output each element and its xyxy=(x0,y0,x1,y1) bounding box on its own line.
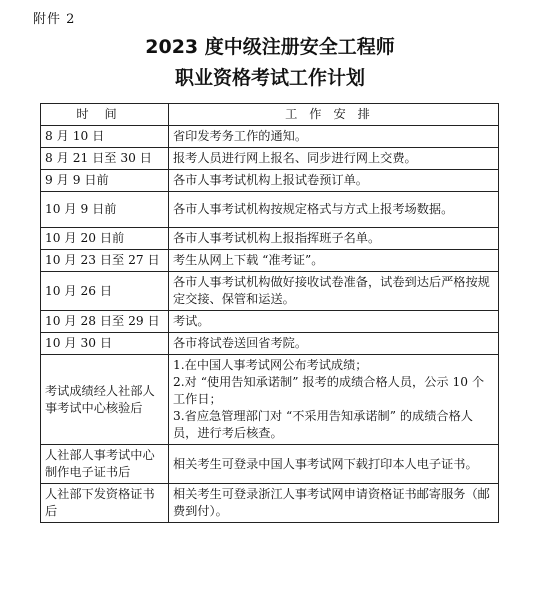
table-row xyxy=(41,192,499,228)
task-cell: 相关考生可登录浙江人事考试网申请资格证书邮寄服务（邮费到付）。 xyxy=(169,484,499,523)
header-task: 工作安排 xyxy=(169,104,499,126)
task-cell xyxy=(169,355,499,445)
table-row xyxy=(41,445,499,484)
schedule-table xyxy=(40,103,499,523)
task-cell: 考生从网上下载 “准考证”。 xyxy=(169,250,499,272)
table-row xyxy=(41,272,499,311)
table-row xyxy=(41,170,499,192)
table-row xyxy=(41,333,499,355)
time-cell: 人社部人事考试中心制作电子证书后 xyxy=(41,445,169,484)
task-cell: 报考人员进行网上报名、同步进行网上交费。 xyxy=(169,148,499,170)
table-row xyxy=(41,228,499,250)
document-title-line1: 2023 度中级注册安全工程师 xyxy=(145,36,395,58)
time-cell: 8 月 10 日 xyxy=(41,126,169,148)
task-line: 3.省应急管理部门对 “不采用告知承诺制” 的成绩合格人员，进行考后核查。 xyxy=(173,409,473,440)
header-time: 时间 xyxy=(41,104,169,126)
task-cell: 各市将试卷送回省考院。 xyxy=(169,333,499,355)
task-cell: 各市人事考试机构上报指挥班子名单。 xyxy=(169,228,499,250)
table-header-row xyxy=(41,104,499,126)
time-cell: 9 月 9 日前 xyxy=(41,170,169,192)
table-row xyxy=(41,250,499,272)
table-row xyxy=(41,126,499,148)
task-cell: 各市人事考试机构上报试卷预订单。 xyxy=(169,170,499,192)
task-cell: 各市人事考试机构做好接收试卷准备，试卷到达后严格按规定交接、保管和运送。 xyxy=(169,272,499,311)
task-cell: 考试。 xyxy=(169,311,499,333)
time-cell: 10 月 28 日至 29 日 xyxy=(41,311,169,333)
task-line: 1.在中国人事考试网公布考试成绩； xyxy=(173,358,368,372)
time-cell: 10 月 23 日至 27 日 xyxy=(41,250,169,272)
time-cell: 人社部下发资格证书后 xyxy=(41,484,169,523)
table-row xyxy=(41,148,499,170)
table-row xyxy=(41,311,499,333)
table-row xyxy=(41,355,499,445)
task-cell: 省印发考务工作的通知。 xyxy=(169,126,499,148)
attachment-label: 附件 2 xyxy=(33,12,76,27)
time-cell: 10 月 26 日 xyxy=(41,272,169,311)
document-title-line2: 职业资格考试工作计划 xyxy=(174,67,365,89)
task-cell: 各市人事考试机构按规定格式与方式上报考场数据。 xyxy=(169,192,499,228)
time-cell: 10 月 20 日前 xyxy=(41,228,169,250)
task-line: 2.对 “使用告知承诺制” 报考的成绩合格人员，公示 10 个工作日； xyxy=(173,375,485,406)
time-cell: 8 月 21 日至 30 日 xyxy=(41,148,169,170)
task-cell: 相关考生可登录中国人事考试网下载打印本人电子证书。 xyxy=(169,445,499,484)
time-cell: 考试成绩经人社部人事考试中心核验后 xyxy=(41,355,169,445)
time-cell: 10 月 30 日 xyxy=(41,333,169,355)
time-cell: 10 月 9 日前 xyxy=(41,192,169,228)
table-row xyxy=(41,484,499,523)
